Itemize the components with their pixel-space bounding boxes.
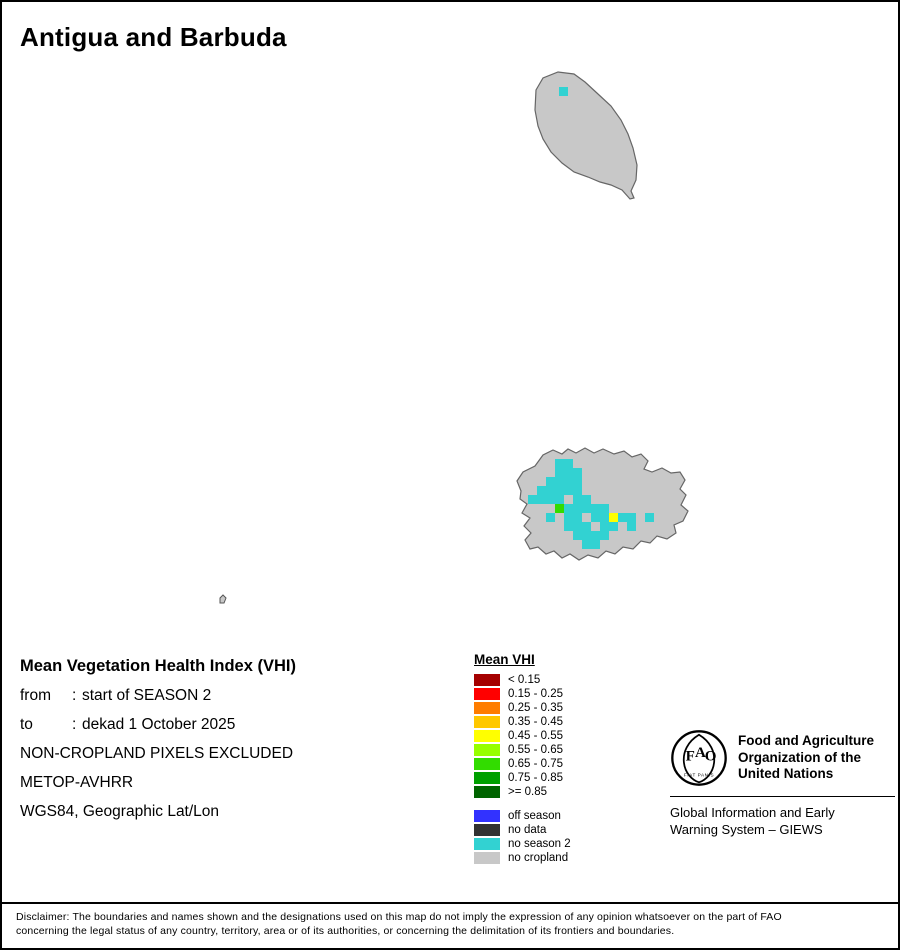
fao-system-line-2: Warning System – GIEWS — [670, 822, 823, 838]
legend-swatch — [474, 688, 500, 700]
map-feature-redonda — [220, 595, 226, 603]
info-from-colon: : — [72, 687, 77, 704]
fao-logo-icon — [670, 729, 728, 787]
legend-swatch — [474, 758, 500, 770]
legend-label: 0.15 - 0.25 — [508, 688, 563, 700]
info-to-value: dekad 1 October 2025 — [82, 716, 236, 733]
fao-divider — [670, 796, 895, 797]
legend-swatch — [474, 702, 500, 714]
fao-system-name — [670, 804, 895, 838]
legend-label: 0.35 - 0.45 — [508, 716, 563, 728]
fao-org-line-2: Organization of the — [738, 749, 861, 765]
page-title: Antigua and Barbuda — [20, 22, 287, 52]
legend-item — [474, 771, 654, 785]
map-feature-antigua — [517, 448, 688, 560]
legend-label: 0.55 - 0.65 — [508, 744, 563, 756]
disclaimer — [2, 902, 898, 948]
vhi-legend — [474, 652, 654, 865]
info-from-label: from — [20, 687, 51, 704]
legend-swatch — [474, 838, 500, 850]
info-to-colon: : — [72, 716, 77, 733]
fao-org-line-3: United Nations — [738, 766, 834, 782]
legend-label: 0.65 - 0.75 — [508, 758, 563, 770]
disclaimer-line-1: Disclaimer: The boundaries and names shown and the designations used on this map do not imply the expression of any opinion whatsoever on the part of FAO — [16, 911, 782, 923]
legend-swatch — [474, 786, 500, 798]
map-info-block — [20, 657, 450, 832]
fao-organization-name — [738, 733, 874, 783]
svg-text:FIAT PANIS: FIAT PANIS — [683, 772, 715, 778]
info-projection: WGS84, Geographic Lat/Lon — [20, 803, 220, 820]
legend-label: no season 2 — [508, 838, 571, 850]
svg-text:F: F — [685, 748, 695, 765]
legend-swatch — [474, 772, 500, 784]
legend-swatch — [474, 674, 500, 686]
legend-label: 0.25 - 0.35 — [508, 702, 563, 714]
info-sensor: METOP-AVHRR — [20, 774, 134, 791]
legend-item — [474, 687, 654, 701]
legend-swatch — [474, 810, 500, 822]
legend-swatch — [474, 852, 500, 864]
legend-item — [474, 673, 654, 687]
legend-swatch — [474, 824, 500, 836]
legend-label: >= 0.85 — [508, 786, 548, 798]
map-feature-barbuda — [535, 72, 637, 199]
legend-item — [474, 701, 654, 715]
info-to-label: to — [20, 716, 33, 733]
fao-org-line-1: Food and Agriculture — [738, 733, 874, 749]
info-headline: Mean Vegetation Health Index (VHI) — [20, 657, 296, 675]
legend-label: no data — [508, 824, 547, 836]
info-from-value: start of SEASON 2 — [82, 687, 212, 704]
legend-item — [474, 743, 654, 757]
info-row-to — [20, 716, 450, 734]
legend-item — [474, 729, 654, 743]
fao-branding — [670, 729, 895, 838]
svg-text:A: A — [694, 744, 706, 761]
legend-title: Mean VHI — [474, 652, 535, 667]
legend-label: < 0.15 — [508, 674, 541, 686]
info-row-from — [20, 687, 450, 705]
legend-item — [474, 715, 654, 729]
legend-label: 0.75 - 0.85 — [508, 772, 563, 784]
legend-spacer — [474, 799, 654, 809]
info-non-cropland-note: NON-CROPLAND PIXELS EXCLUDED — [20, 745, 294, 762]
legend-item — [474, 757, 654, 771]
legend-item-off-season — [474, 809, 654, 823]
legend-label: off season — [508, 810, 561, 822]
legend-item-no-season-2 — [474, 837, 654, 851]
legend-swatch — [474, 744, 500, 756]
legend-item-no-data — [474, 823, 654, 837]
fao-system-line-1: Global Information and Early — [670, 805, 835, 820]
legend-item — [474, 785, 654, 799]
disclaimer-line-2: concerning the legal status of any country, territory, area or of its authorities, or concerning the delimitation of its frontiers and boundaries. — [16, 925, 675, 938]
legend-swatch — [474, 730, 500, 742]
legend-label: 0.45 - 0.55 — [508, 730, 563, 742]
legend-swatch — [474, 716, 500, 728]
legend-item-no-cropland — [474, 851, 654, 865]
svg-text:O: O — [704, 748, 717, 765]
legend-label: no cropland — [508, 852, 569, 864]
fao-logo-row — [670, 729, 895, 787]
